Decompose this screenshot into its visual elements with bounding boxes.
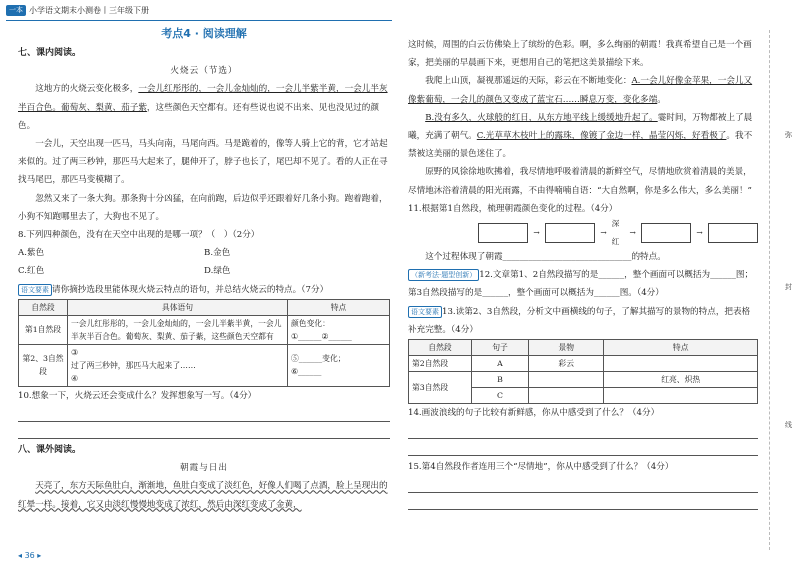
q9-r1-sentence: 一会儿红彤彤的，一会儿金灿灿的，一会儿半紫半黄，一会儿半灰半百合色。葡萄灰、梨黄、茄子紫，这些颜色天空都有 [68,315,288,344]
q13-r1-scene: 彩云 [529,356,604,372]
q15-answer-line-2[interactable] [408,495,758,510]
page-header [6,3,149,17]
binding-mark-3: 线 [785,421,792,429]
q9-r2-feature[interactable] [288,344,390,386]
p2-underlined-a: A.一会儿好像金苹果，一会儿又像紫葡萄，一会儿的颜色又变成了蓝宝石……瞬息万变，变化多端 [408,76,753,105]
next-page-icon[interactable]: ▸ [37,551,42,560]
q13-header-sentence: 句子 [472,340,529,356]
q13-header-scene: 景物 [529,340,604,356]
q13-r1-sentence: A [472,356,529,372]
p3-text-a: 霎时间，万物都被上了晨曦，充满了朝气。 [408,112,753,142]
page-number: 36 [24,551,35,560]
p3-underlined-b: B.没有多久，火球般的红日，从东方地平线上缓缓地升起了。 [425,112,658,123]
q9-r2-blank5[interactable]: ⑤______变化； [291,354,346,364]
arrow-right-icon: → [696,227,703,237]
q9-header-sentence: 具体语句 [68,299,288,315]
q13-r1-para: 第2自然段 [409,356,472,372]
question-10: 10.想象一下，火烧云还会变成什么？发挥想象写一写。（4分） [18,390,257,401]
passage2-title: 朝霞与日出 [180,463,228,474]
q11-box-2[interactable] [545,223,595,243]
q8-option-c[interactable]: C.红色 [18,266,45,277]
q15-answer-line-1[interactable] [408,478,758,493]
q12-text: 12.文章第1、2自然段描写的是______，整个画面可以概括为______图；第3自然段描写的是______，整个画面可以概括为______图。（4分） [408,270,754,299]
q13-r3-sentence: C [472,388,529,404]
q14-answer-line-1[interactable] [408,424,758,439]
arrow-right-icon: → [629,227,636,237]
part7-heading: 七、课内阅读。 [18,48,82,58]
q8-option-a[interactable]: A.紫色 [18,248,45,259]
q13-header-feature: 特点 [604,340,758,356]
part8-heading: 八、课外阅读。 [18,445,82,456]
header-badge: 一本 [6,5,26,16]
passage2-p1-cont: 这时候，周围的白云仿佛染上了缤纷的色彩。啊，多么绚丽的朝霞！我真希望自己是一个画家，把美丽的早晨画下来，更想用自己的笔把这美景描绘下来。 [408,40,752,69]
q8-option-d[interactable]: D.绿色 [204,266,231,277]
arrow-right-icon: → [533,227,540,237]
q9-header-feature: 特点 [288,299,390,315]
passage2-p4: 原野的风徐徐地吹拂着，我尽情地呼吸着清晨的新鲜空气，尽情地欣赏着清晨的美景，尽情地沐浴着清晨的阳光雨露，不由得喃喃自语：“大自然啊，你是多么伟大，多么美丽！” [408,167,752,196]
q9-r2-para: 第2、3自然段 [19,344,68,386]
q13-table [408,339,758,404]
q9-header-para: 自然段 [19,299,68,315]
q12-tag: （新考法·题型创新） [408,269,479,281]
left-column [18,24,390,514]
p1-text-b: ，这些颜色天空都有。还有些说也说不出来、见也没见过的颜色。 [18,102,379,131]
binding-dashed-line [769,30,770,550]
q9-table [18,299,390,387]
p1-text-a: 这地方的火烧云变化极多， [35,84,139,95]
passage1-p3: 忽然又来了一条大狗。那条狗十分凶猛，在向前跑，后边似乎还跟着好几条小狗。跑着跑着，小狗不知跑哪里去了，大狗也不见了。 [18,193,388,222]
q13-tag: 语文要素 [408,306,442,318]
q11-box-3[interactable] [641,223,691,243]
binding-mark-1: 弥 [785,131,792,139]
q13-r3-scene[interactable] [529,388,604,404]
right-column [408,36,758,512]
q13-r2-sentence: B [472,372,529,388]
q13-r2-scene[interactable] [529,372,604,388]
p2-text-b: 。 [657,94,666,105]
q9-r1-feature-label: 颜色变化： [291,318,330,328]
q9-r1-feature-blanks[interactable]: ①______②______ [291,331,352,341]
q10-answer-line-1[interactable] [18,407,390,422]
q9-r1-feature[interactable] [288,315,390,344]
q13-r2-para: 第3自然段 [409,372,472,404]
q9-r2-blank3[interactable]: ③ [71,347,78,357]
p2-text-a: 我爬上山顶，凝视那遥远的天际，彩云在不断地变化： [425,76,632,87]
p3-text-b: 。我不禁被这美丽的景色迷住了。 [408,131,753,160]
q9-r2-text: 过了两三秒钟，那匹马大起来了…… [71,360,196,370]
q9-r2-sentence[interactable] [68,344,288,386]
q13-text: 13.读第2、3自然段，分析文中画横线的句子，了解其描写的景物的特点，把表格补充完整。（4分） [408,306,751,335]
arrow-right-icon: → [600,227,607,237]
q11-box-1[interactable] [478,223,528,243]
question-9 [18,281,390,299]
q8-option-b[interactable]: B.金色 [204,248,231,259]
question-11: 11.根据第1自然段，梳理朝霞颜色变化的过程。（4分） [408,203,618,214]
q9-tag: 语文要素 [18,284,52,296]
binding-mark-2: 封 [785,283,792,291]
header-title: 小学语文期末小测卷丨三年级下册 [29,5,149,15]
question-13 [408,303,758,339]
q10-answer-line-2[interactable] [18,424,390,439]
passage1-p1 [18,80,390,135]
header-rule [6,20,392,21]
q9-r1-para: 第1自然段 [19,315,68,344]
p3-underlined-c: C.光草草木枝叶上的露珠，像镀了金边一样，晶莹闪烁，好看极了 [476,131,727,142]
q8-options [18,244,390,280]
passage1-title: 火烧云（节选） [170,66,238,77]
q11-box-4[interactable] [708,223,758,243]
passage2-p3 [408,109,758,164]
q9-text: 请你摘抄选段里能体现火烧云特点的语句，并总结火烧云的特点。（7分） [52,284,329,295]
question-15: 15.第4自然段作者连用三个“尽情地”，你从中感受到了什么？（4分） [408,462,674,473]
q13-r3-feature[interactable] [604,388,758,404]
q9-r2-blank6[interactable]: ⑥______ [291,367,322,377]
passage1-p2: 一会儿，天空出现一匹马，马头向南，马尾向西。马是跪着的，像等人骑上它的背，它才站起来似的。过了两三秒钟，那匹马大起来了，腿伸开了，脖子也长了，尾巴却不见了。看的人正在寻找马尾巴，那匹马变模糊了。 [18,139,388,186]
section-title: 考点4 · 阅读理解 [161,27,247,40]
q13-r1-feature[interactable] [604,356,758,372]
q13-r2-feature: 红亮、炽热 [604,372,758,388]
q11-flow [478,220,758,246]
binding-margin [764,0,800,566]
passage2-p1: 天亮了，东方天际鱼肚白，渐渐地，鱼肚白变成了淡红色，好像人们喝了点酒，脸上呈现出的红晕一样。接着，它又由淡红慢慢地变成了浓红，然后由深红变成了金黄， [18,481,388,510]
prev-page-icon[interactable]: ◂ [18,551,23,560]
page-footer [18,551,41,560]
p1-underlined: 一会儿红彤彤的，一会儿金灿灿的，一会儿半紫半黄，一会儿半灰半百合色。葡萄灰、梨黄、茄子紫 [18,84,388,113]
q14-answer-line-2[interactable] [408,441,758,456]
q11-middle-label: 深红 [611,218,620,247]
question-8: 8.下列四种颜色，没有在天空中出现的是哪一项？（ ）（2分） [18,230,260,241]
question-14: 14.画波浪线的句子比较有新鲜感，你从中感受到了什么？（4分） [408,408,660,419]
passage2-p2 [408,72,758,108]
question-12 [408,266,758,302]
q11-tail: 这个过程体现了朝霞______________________________的特点。 [425,252,666,263]
q13-header-para: 自然段 [409,340,472,356]
q9-r2-blank4[interactable]: ④ [71,373,78,383]
